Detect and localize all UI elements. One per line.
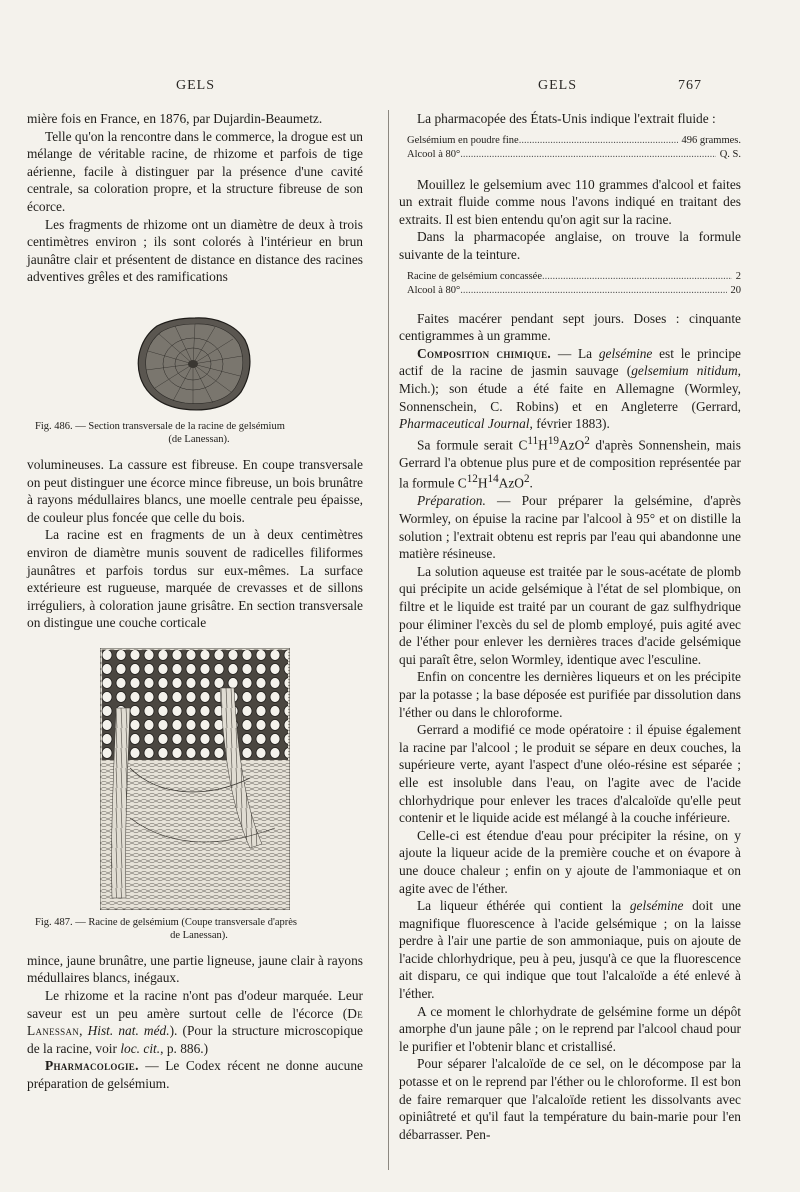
text-run: H	[538, 437, 548, 453]
citation: loc. cit.	[120, 1040, 161, 1056]
term: gelsémine	[629, 898, 684, 914]
section-heading: Pharmacologie.	[45, 1058, 139, 1074]
paragraph: La racine est en fragments de un à deux centimètres environ de diamètre munis souvent de radicelles filiformes jaunâtres et parfois tordus sur eux-mêmes. La surface extérieure est rugueuse, marquée de crevasses et de sillons irréguliers, à coloration jaune grisâtre. En section transversale on distingue une couche corticale	[27, 527, 363, 631]
paragraph: A ce moment le chlorhydrate de gelsémine forme un dépôt amorphe d'un jaune pâle ; on le reprend par l'alcool chaud pour le purifier et l'obtenir blanc et cristallisé.	[399, 1003, 741, 1054]
text-run: Sa formule serait C	[417, 437, 528, 453]
recipe-value: 496 grammes.	[681, 134, 741, 146]
paragraph: La solution aqueuse est traitée par le sous-acétate de plomb qui précipite un acide gelsémique à l'état de sel plombique, on filtre et le liquide est traité par un courant de gaz sulfhydrique pour éliminer l'excès du sel de plomb employé, puis agité avec de l'éther pour enlever les dernières traces d'acide gelsémique qui paraît être, selon Wormley, identique avec l'esculine.	[399, 563, 741, 667]
paragraph: mince, jaune brunâtre, une partie ligneuse, jaune clair à rayons médullaires blancs, inégaux.	[27, 952, 363, 986]
work-title: Hist. nat. méd.	[87, 1023, 170, 1039]
caption-line: (de Lanessan).	[168, 433, 230, 445]
paragraph	[399, 897, 741, 1003]
text-run: AzO	[558, 437, 585, 453]
right-column	[399, 110, 741, 1143]
figure-487-root-longitudinal	[100, 648, 290, 910]
caption-line: Fig. 487. — Racine de gelsémium (Coupe transversale d'après	[35, 916, 297, 928]
text-run: La liqueur éthérée qui contient la	[417, 898, 630, 914]
figure-486-caption	[27, 420, 363, 446]
paragraph	[27, 987, 363, 1057]
formula-index: 14	[487, 473, 499, 486]
recipe-table	[407, 134, 741, 162]
text-run: AzO	[498, 475, 524, 491]
paragraph: La pharmacopée des États-Unis indique l'extrait fluide :	[417, 111, 716, 126]
author-name: De Lanessan	[27, 1005, 363, 1039]
caption-line: de Lanessan).	[170, 929, 228, 941]
text-run: — Le Codex récent ne donne aucune préparation de gelsémium.	[27, 1058, 363, 1092]
text-run: d'après Sonnenshein, mais Gerrard l'a obtenue plus pure et de composition représentée par la formule C	[399, 437, 741, 491]
recipe-label: Alcool à 80°	[407, 148, 461, 160]
paragraph: volumineuses. La cassure est fibreuse. En coupe transversale on peut distinguer une écorce mince fibreuse, un bois brunâtre à rayons médullaires blancs, une moelle centrale peu épaisse, de couleur plus foncée que celle du bois.	[27, 456, 363, 525]
text-run: H	[477, 475, 488, 491]
recipe-value: Q. S.	[719, 148, 741, 160]
journal-title: Pharmaceutical Journal	[399, 416, 530, 432]
text-run: , Mich.); son étude a été faite en Allemagne (Wormley, Sonnenschein, C. Robins) et en Angleterre (Gerrard,	[399, 363, 741, 414]
text-run: Le rhizome et la racine n'ont pas d'odeur marquée. Leur saveur est un peu amère surtout celle de l'écorce (	[27, 988, 363, 1021]
recipe-value: 2	[735, 270, 741, 282]
recipe-label: Racine de gelsémium concassée	[407, 270, 542, 282]
running-head-right: GELS	[538, 78, 577, 93]
paragraph: Mouillez le gelsemium avec 110 grammes d'alcool et faites un extrait fluide comme nous l'avons indiqué en traitant des extraits. Il est bien entendu qu'on agit sur la racine.	[399, 176, 741, 227]
paragraph	[399, 433, 741, 493]
recipe-label: Gelsémium en poudre fine	[407, 134, 519, 146]
leader-dots	[542, 270, 732, 284]
paragraph: mière fois en France, en 1876, par Dujardin-Beaumetz.	[27, 111, 323, 126]
term: gelsémine	[598, 345, 653, 361]
text-run: .	[529, 475, 533, 491]
text-run: , février 1883).	[529, 416, 610, 432]
leader-dots	[460, 148, 716, 162]
paragraph	[399, 345, 741, 433]
text-run: ). (Pour la structure microscopique de la racine, voir	[27, 1023, 363, 1056]
text-run: est le principe actif de la racine de jasmin sauvage (	[399, 345, 741, 379]
recipe-row	[407, 270, 741, 284]
paragraph: Les fragments de rhizome ont un diamètre de deux à trois centimètres environ ; ils sont colorés à l'intérieur en brun jaunâtre clair et présentent de distance en distance des racines adventives grêles et des ramifications	[27, 216, 363, 285]
formula-index: 2	[584, 434, 590, 447]
formula-index: 11	[527, 434, 539, 447]
paragraph: Enfin on concentre les dernières liqueurs et on les précipite par la potasse ; la base déposée est purifiée par dissolution dans l'éther ou dans le chloroforme.	[399, 669, 741, 720]
running-head-left: GELS	[176, 78, 215, 93]
left-column	[27, 110, 363, 1093]
column-divider	[388, 110, 389, 1170]
paragraph: Dans la pharmacopée anglaise, on trouve la formule suivante de la teinture.	[399, 229, 741, 262]
section-heading: Composition chimique.	[417, 345, 552, 361]
text-run: , p. 886.)	[160, 1040, 209, 1056]
text-run: — Pour préparer la gelsémine, d'après Wormley, on épuise la racine par l'alcool à 95° et on distille la solution ; l'extrait obtenu est repris par l'eau qui abandonne une matière résineuse.	[399, 493, 741, 562]
recipe-row	[407, 284, 741, 298]
leader-dots	[519, 134, 678, 148]
formula-index: 19	[547, 434, 559, 447]
paragraph: Faites macérer pendant sept jours. Doses : cinquante centigrammes à un gramme.	[399, 310, 741, 344]
text-run: ,	[79, 1023, 88, 1039]
paragraph: Celle-ci est étendue d'eau pour précipiter la résine, on y ajoute la liqueur acide de la première couche et on évapore à une douce chaleur ; enfin on y ajoute de l'ammoniaque et on agite avec de l'éther.	[399, 827, 741, 896]
formula-index: 12	[466, 473, 478, 486]
figure-487-caption	[27, 916, 363, 942]
recipe-value: 20	[730, 284, 741, 296]
page-number: 767	[678, 78, 702, 93]
caption-line: Fig. 486. — Section transversale de la racine de gelsémium	[35, 420, 285, 432]
recipe-label: Alcool à 80°	[407, 284, 461, 296]
latin-name: gelsemium nitidum	[631, 363, 738, 379]
recipe-table	[407, 270, 741, 298]
paragraph: Telle qu'on la rencontre dans le commerce, la drogue est un mélange de véritable racine, de rhizome et parfois de tige aérienne, facile à distinguer par la présence d'une cavité centrale, sa coloration propre, et la structure fibreuse de son écorce.	[27, 128, 363, 214]
leader-dots	[460, 284, 726, 298]
text-run: doit une magnifique fluorescence à l'acide gelsémique ; on la laisse perdre à l'air une partie de son ammoniaque, puis on ajoute de l'acide chlorhydrique, peu à peu, jusqu'à ce que la fluorescence ait disparu, ce qui indique que tout l'alcaloïde a été enlevé à l'éther.	[399, 898, 741, 1002]
formula-index: 2	[523, 473, 530, 486]
text-run: — La	[551, 345, 599, 361]
recipe-row	[407, 148, 741, 162]
paragraph	[27, 1057, 363, 1092]
section-heading: Préparation.	[417, 493, 486, 509]
paragraph: Gerrard a modifié ce mode opératoire : il épuise également la racine par l'alcool ; le produit se sépare en deux couches, la supérieure verte, ayant l'aspect d'une oléo-résine est séparée ; elle est insoluble dans l'eau, on l'agite avec de l'acide chlorhydrique pour enlever les traces d'alcaloïde qu'elle peut contenir et le liquide acide est mélangé à la couche inférieure.	[399, 722, 741, 826]
paragraph: Pour séparer l'alcaloïde de ce sel, on le décompose par la potasse et on le reprend par l'éther ou le chloroforme. Il est bon de faire remarquer que l'alcaloïde retient les dissolvants avec opiniâtreté et qu'il faut la température du bain-marie pour l'en débarrasser. Pen-	[399, 1056, 741, 1142]
paragraph	[399, 492, 741, 562]
figure-486-root-section	[135, 314, 255, 414]
recipe-row	[407, 134, 741, 148]
